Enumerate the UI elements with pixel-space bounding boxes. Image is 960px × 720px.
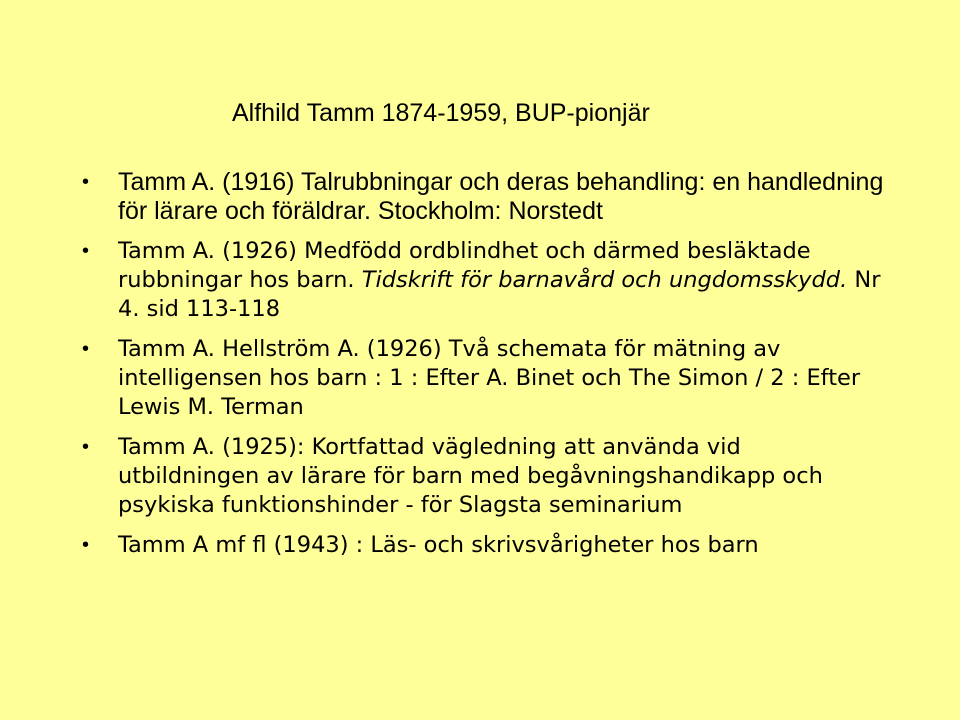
reference-item-5 bbox=[118, 531, 888, 560]
reference-text: Tamm A. Hellström A. (1926) Två schemata för mätning av intelligensen hos barn : 1 : Efter A. Binet och The Simon / 2 : Efter Lewis M. Terman bbox=[118, 336, 861, 420]
reference-item-2 bbox=[118, 237, 888, 324]
slide-title: Alfhild Tamm 1874-1959, BUP-pionjär bbox=[232, 99, 650, 127]
reference-item-4 bbox=[118, 433, 888, 520]
journal-title: Tidskrift för barnavård och ungdomsskydd. bbox=[361, 267, 848, 293]
reference-tail: Nr 4. sid 113-118 bbox=[118, 267, 881, 322]
reference-text: Tamm A. (1926) Medfödd ordblindhet och därmed besläktade rubbningar hos barn. bbox=[118, 238, 811, 293]
reference-text: Tamm A. (1916) Talrubbningar och deras behandling: en handledning för lärare och föräldrar. Stockholm: Norstedt bbox=[118, 168, 884, 225]
reference-item-3 bbox=[118, 335, 888, 422]
reference-item-1 bbox=[118, 168, 888, 226]
reference-text: Tamm A. (1925): Kortfattad vägledning att använda vid utbildningen av lärare för barn med begåvningshandikapp och psykiska funktionshinder - för Slagsta seminarium bbox=[118, 434, 823, 518]
reference-list bbox=[118, 168, 888, 571]
reference-text: Tamm A mf fl (1943) : Läs- och skrivsvårigheter hos barn bbox=[118, 532, 759, 558]
